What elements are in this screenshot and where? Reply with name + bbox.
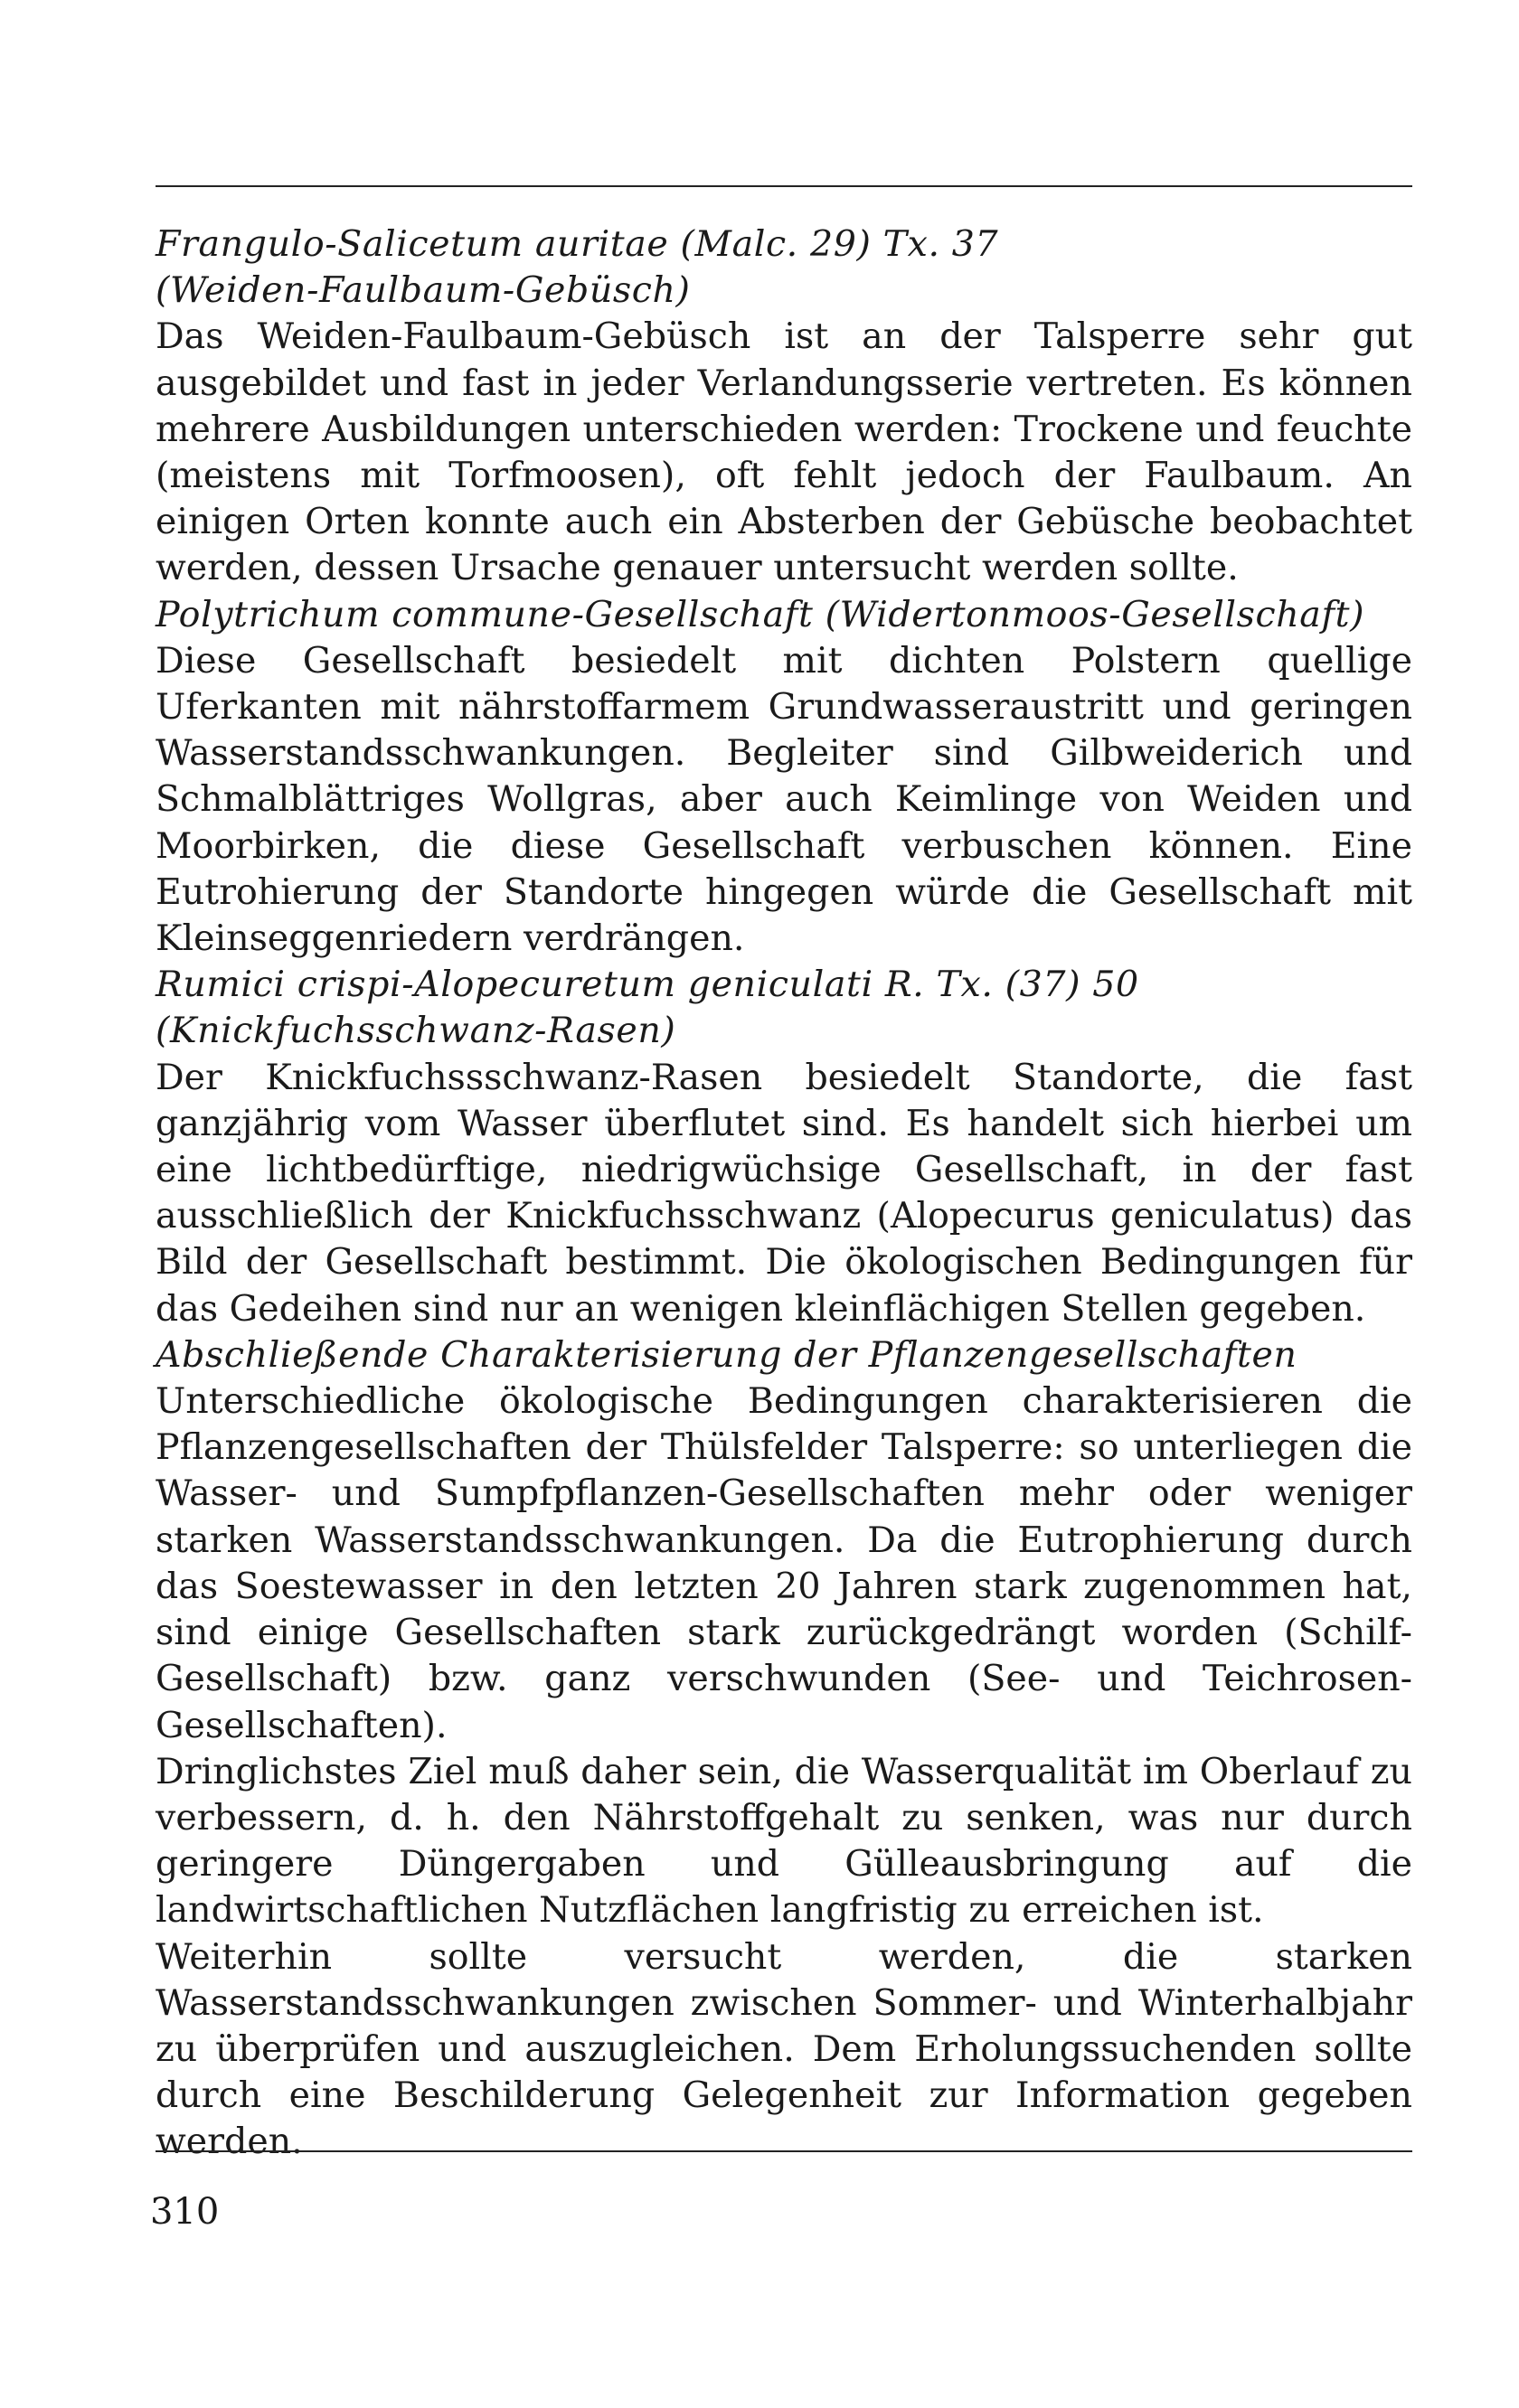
- paragraph-frangulo: Das Weiden-Faulbaum-Gebüsch ist an der Talsperre sehr gut ausgebildet und fast in jeder Verlandungsserie vertreten. Es können mehrere Ausbildungen unterschieden werden: Trockene und feuchte (meistens mit Torfmoosen), oft fehlt jedoch der Faulbaum. An einigen Orten konnte auch ein Absterben der Gebüsche beobachtet werden, dessen Ursache genauer untersucht werden sollte.: [156, 315, 1412, 589]
- section-heading-conclusion: Abschließende Charakterisierung der Pflanzengesellschaften: [156, 1333, 1297, 1376]
- paragraph-conclusion-3: Weiterhin sollte versucht werden, die starken Wasserstandsschwankungen zwischen Sommer- und Winterhalbjahr zu überprüfen und auszugleichen. Dem Erholungssuchenden sollte durch eine Beschilderung Gelegenheit zur Information gegeben werden.: [156, 1935, 1412, 2163]
- paragraph-conclusion-1: Unterschiedliche ökologische Bedingungen charakterisieren die Pflanzengesellschaften der Thülsfelder Talsperre: so unterliegen die Wasser- und Sumpfpflanzen-Gesellschaften mehr oder weniger starken Wasserstandsschwankungen. Da die Eutrophierung durch das Soestewasser in den letzten 20 Jahren stark zugenommen hat, sind einige Gesellschaften stark zurückgedrängt worden (Schilf-Gesellschaft) bzw. ganz verschwunden (See- und Teichrosen-Gesellschaften).: [156, 1380, 1412, 1746]
- paragraph-conclusion-2: Dringlichstes Ziel muß daher sein, die Wasserqualität im Oberlauf zu verbessern, d. h. den Nährstoffgehalt zu senken, was nur durch geringere Düngergaben und Gülleausbringung auf die landwirtschaftlichen Nutzflächen langfristig zu erreichen ist.: [156, 1750, 1412, 1932]
- section-heading-rumici: Rumici crispi-Alopecuretum geniculati R. Tx. (37) 50: [156, 964, 1139, 1006]
- top-rule: [156, 185, 1412, 187]
- section-heading-polytrichum: Polytrichum commune-Gesellschaft (Widertonmoos-Gesellschaft): [156, 593, 1365, 635]
- paragraph-rumici: Der Knickfuchssschwanz-Rasen besiedelt Standorte, die fast ganzjährig vom Wasser überflutet sind. Es handelt sich hierbei um eine lichtbedürftige, niedrigwüchsige Gesellschaft, in der fast ausschließlich der Knickfuchsschwanz (Alopecurus geniculatus) das Bild der Gesellschaft bestimmt. Die ökologischen Bedingungen für das Gedeihen sind nur an wenigen kleinflächigen Stellen gegeben.: [156, 1056, 1412, 1330]
- section-subheading-frangulo: (Weiden-Faulbaum-Gebüsch): [156, 269, 691, 312]
- section-heading-frangulo: Frangulo-Salicetum auritae (Malc. 29) Tx. 37: [156, 223, 999, 265]
- paragraph-polytrichum: Diese Gesellschaft besiedelt mit dichten Polstern quellige Uferkanten mit nährstoffarmem Grundwasseraustritt und geringen Wasserstandsschwankungen. Begleiter sind Gilbweiderich und Schmalblättriges Wollgras, aber auch Keimlinge von Weiden und Moorbirken, die diese Gesellschaft verbuschen können. Eine Eutrohierung der Standorte hingegen würde die Gesellschaft mit Kleinseggenriedern verdrängen.: [156, 639, 1412, 960]
- page-body: [156, 221, 1412, 2166]
- bottom-rule: [156, 2150, 1412, 2152]
- section-subheading-rumici: (Knickfuchsschwanz-Rasen): [156, 1010, 676, 1052]
- page-number: 310: [150, 2191, 220, 2233]
